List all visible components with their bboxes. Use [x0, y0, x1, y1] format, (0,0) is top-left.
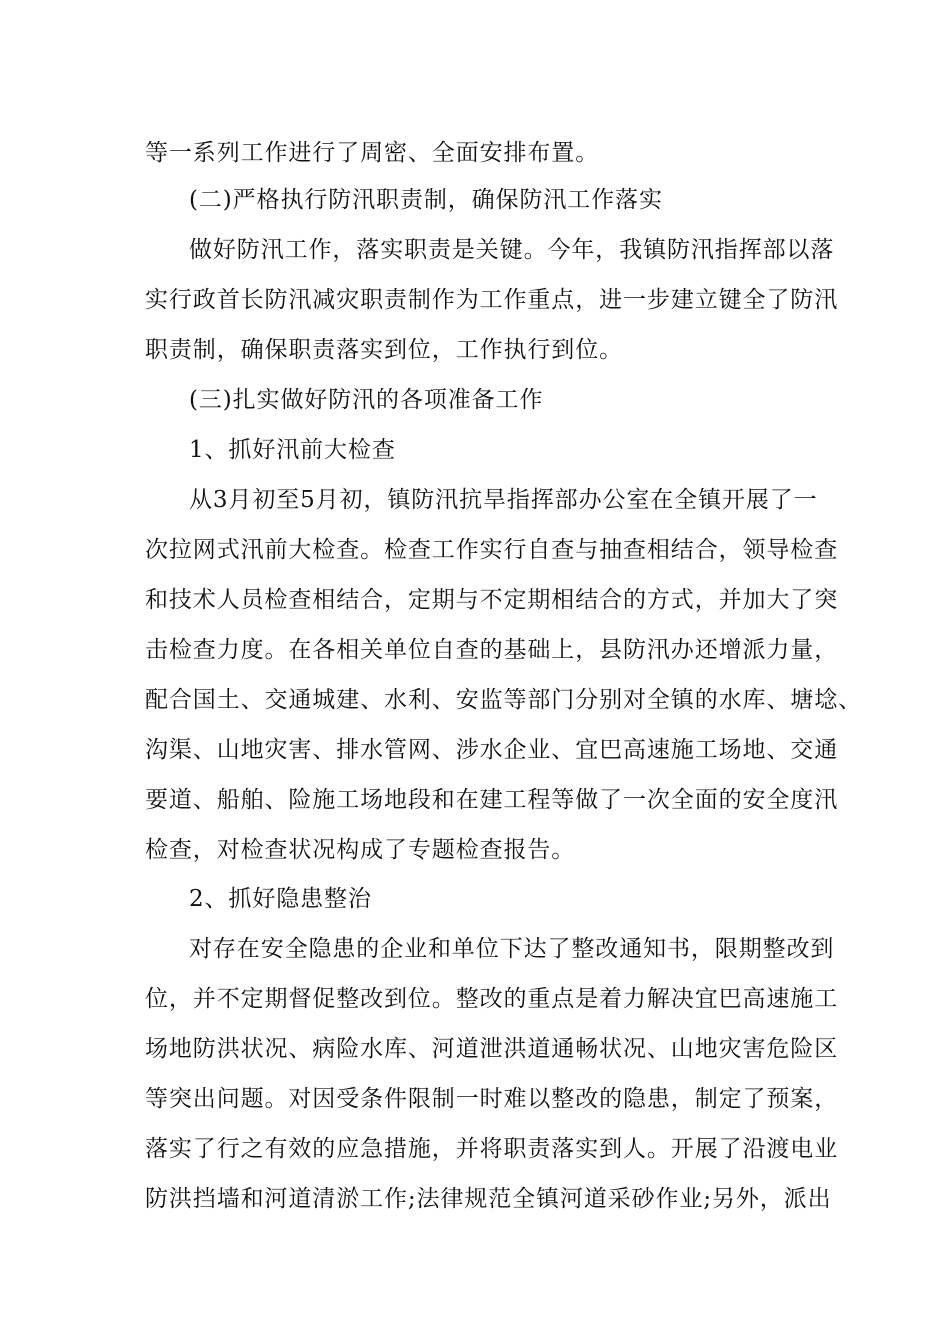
paragraph-line: 从3月初至5月初，镇防汛抗旱指挥部办公室在全镇开展了一 — [189, 487, 818, 513]
paragraph-line: 沟渠、山地灾害、排水管网、涉水企业、宜巴高速施工场地、交通 — [145, 737, 839, 763]
subsection-heading: 2、抓好隐患整治 — [189, 886, 372, 912]
text-line: 等一系列工作进行了周密、全面安排布置。 — [145, 140, 600, 166]
paragraph-line: 击检查力度。在各相关单位自查的基础上，县防汛办还增派力量， — [145, 637, 839, 663]
section-heading: (三)扎实做好防汛的各项准备工作 — [189, 387, 544, 413]
paragraph-line: 落实了行之有效的应急措施，并将职责落实到人。开展了沿渡电业 — [145, 1136, 839, 1162]
paragraph-line: 做好防汛工作，落实职责是关键。今年，我镇防汛指挥部以落 — [189, 237, 835, 263]
section-heading: (二)严格执行防汛职责制，确保防汛工作落实 — [189, 187, 663, 213]
paragraph-line: 位，并不定期督促整改到位。整改的重点是着力解决宜巴高速施工 — [145, 986, 839, 1012]
paragraph-line: 对存在安全隐患的企业和单位下达了整改通知书，限期整改到 — [189, 936, 835, 962]
paragraph-line: 实行政首长防汛减灾职责制作为工作重点，进一步建立键全了防汛 — [145, 287, 839, 313]
subsection-heading: 1、抓好汛前大检查 — [189, 437, 396, 463]
paragraph-line: 职责制，确保职责落实到位，工作执行到位。 — [145, 337, 623, 363]
paragraph-line: 要道、船舶、险施工场地段和在建工程等做了一次全面的安全度汛 — [145, 787, 839, 813]
paragraph-line: 次拉网式汛前大检查。检查工作实行自查与抽查相结合，领导检查 — [145, 537, 839, 563]
paragraph-line: 等突出问题。对因受条件限制一时难以整改的隐患，制定了预案， — [145, 1086, 839, 1112]
paragraph-line: 场地防洪状况、病险水库、河道泄洪道通畅状况、山地灾害危险区 — [145, 1036, 839, 1062]
paragraph-line: 和技术人员检查相结合，定期与不定期相结合的方式，并加大了突 — [145, 587, 839, 613]
paragraph-line: 检查，对检查状况构成了专题检查报告。 — [145, 837, 576, 863]
paragraph-line: 配合国土、交通城建、水利、安监等部门分别对全镇的水库、塘埝、 — [145, 687, 862, 713]
paragraph-line: 防洪挡墙和河道清淤工作;法律规范全镇河道采砂作业;另外，派出 — [145, 1186, 832, 1212]
